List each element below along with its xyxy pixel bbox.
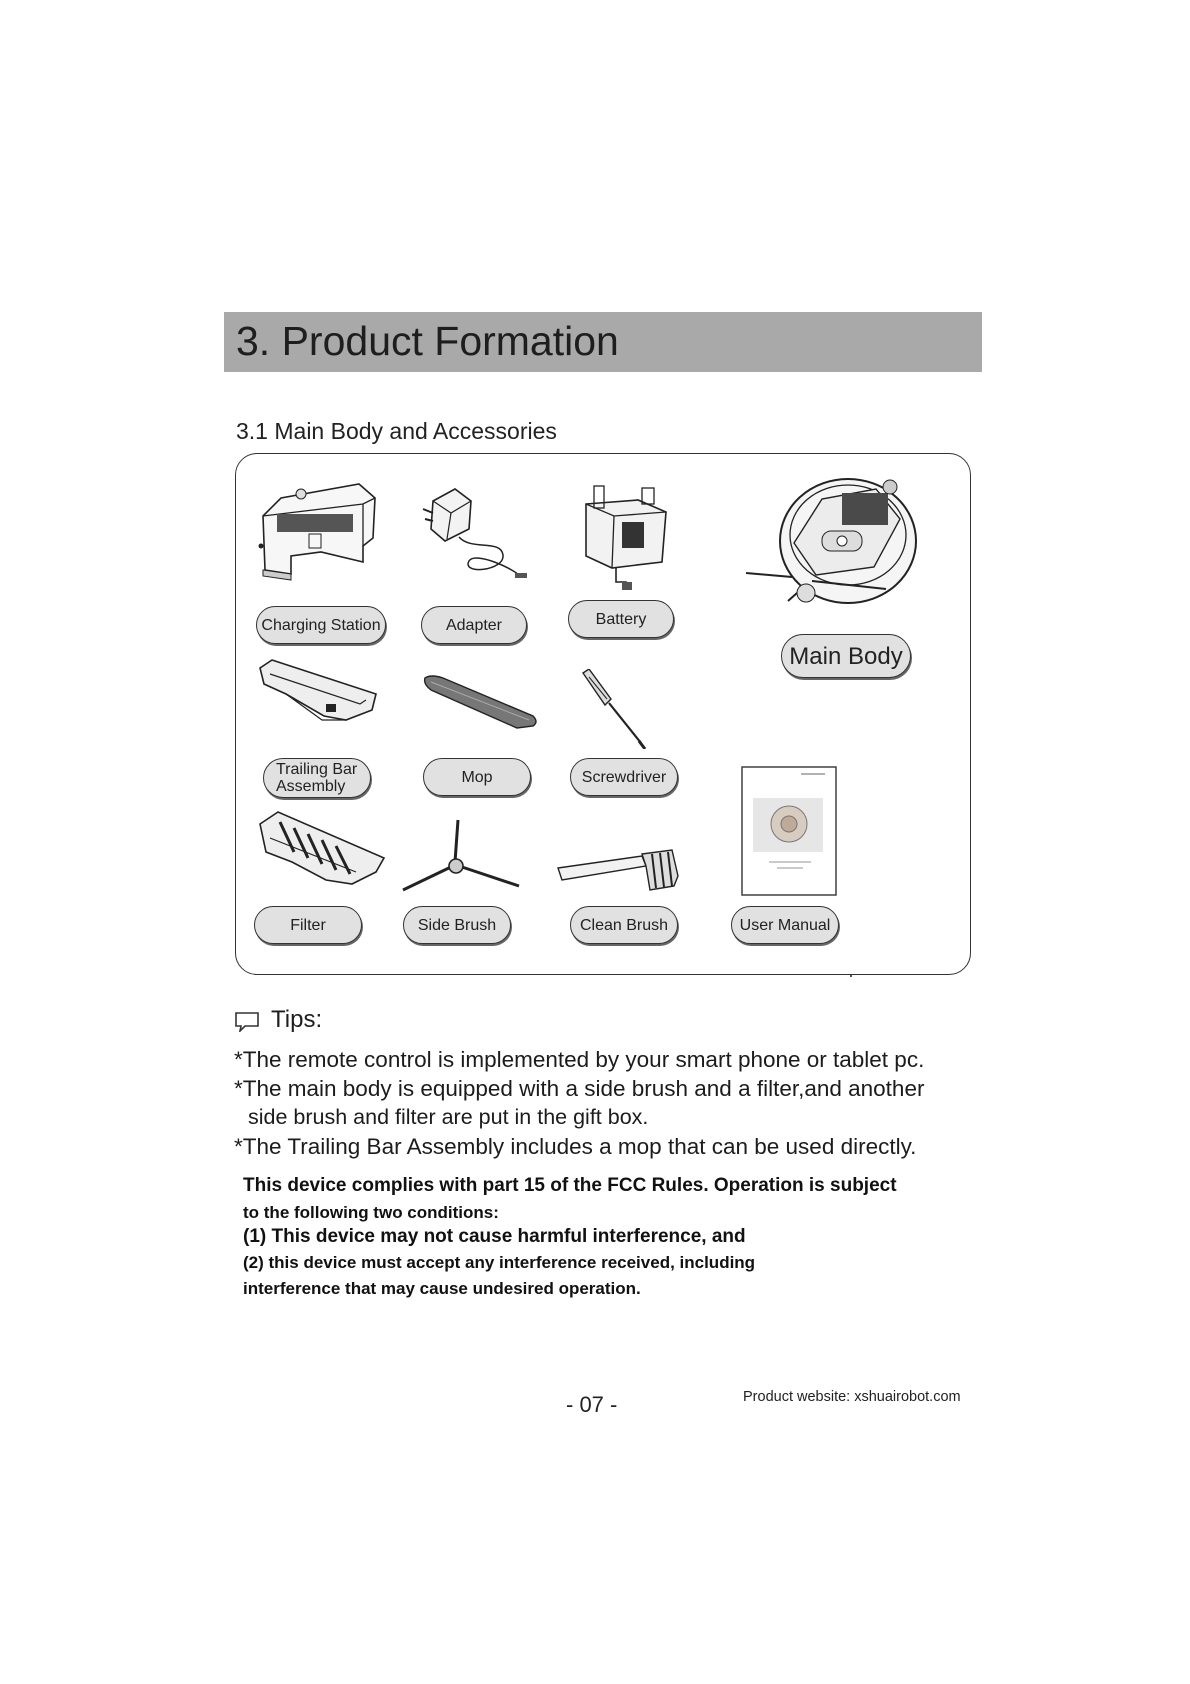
clean-brush-label: Clean Brush	[570, 906, 678, 944]
main-body-label: Main Body	[781, 634, 911, 678]
trailing-bar-label-line1: Trailing Bar	[276, 761, 358, 778]
charging-station-illustration	[251, 476, 386, 591]
adapter-label: Adapter	[421, 606, 527, 644]
tips-heading: Tips:	[271, 1006, 323, 1033]
subsection-title: 3.1 Main Body and Accessories	[236, 418, 557, 444]
section-title: 3. Product Formation	[236, 318, 619, 364]
mop-illustration	[421, 672, 541, 732]
screwdriver-illustration	[581, 669, 661, 749]
fcc-line-4: (2) this device must accept any interference received, including	[243, 1253, 756, 1272]
accessories-panel	[235, 453, 971, 975]
user-manual-illustration	[741, 766, 839, 898]
website-text: Product website: xshuairobot.com	[743, 1389, 961, 1405]
trailing-bar-illustration	[256, 654, 386, 734]
main-body-illustration	[746, 469, 921, 619]
tip-line-4: *The Trailing Bar Assembly includes a mop that can be used directly.	[234, 1134, 917, 1159]
screwdriver-label: Screwdriver	[570, 758, 678, 796]
adapter-illustration	[411, 479, 531, 589]
fcc-line-1: This device complies with part 15 of the FCC Rules. Operation is subject	[243, 1175, 897, 1196]
trailing-bar-label-line2: Assembly	[276, 778, 346, 795]
fcc-line-2: to the following two conditions:	[243, 1203, 499, 1222]
fcc-line-5: interference that may cause undesired operation.	[243, 1279, 641, 1298]
trailing-bar-assembly-label	[263, 758, 371, 798]
fcc-line-3: (1) This device may not cause harmful interference, and	[243, 1226, 746, 1247]
user-manual-label: User Manual	[731, 906, 839, 944]
charging-station-label: Charging Station	[256, 606, 386, 644]
filter-label: Filter	[254, 906, 362, 944]
side-brush-label: Side Brush	[403, 906, 511, 944]
mop-label: Mop	[423, 758, 531, 796]
section-header	[224, 312, 982, 372]
tip-line-1: *The remote control is implemented by your smart phone or tablet pc.	[234, 1047, 925, 1072]
speech-bubble-icon	[235, 1012, 259, 1032]
clean-brush-illustration	[556, 846, 681, 896]
battery-illustration	[576, 482, 676, 594]
tip-line-3: side brush and filter are put in the gift box.	[248, 1105, 649, 1129]
battery-label: Battery	[568, 600, 674, 638]
page-number: - 07 -	[566, 1392, 618, 1417]
side-brush-illustration	[401, 818, 521, 898]
filter-illustration	[256, 808, 391, 893]
scan-artifact	[850, 975, 852, 977]
tip-line-2: *The main body is equipped with a side brush and a filter,and another	[234, 1076, 925, 1101]
